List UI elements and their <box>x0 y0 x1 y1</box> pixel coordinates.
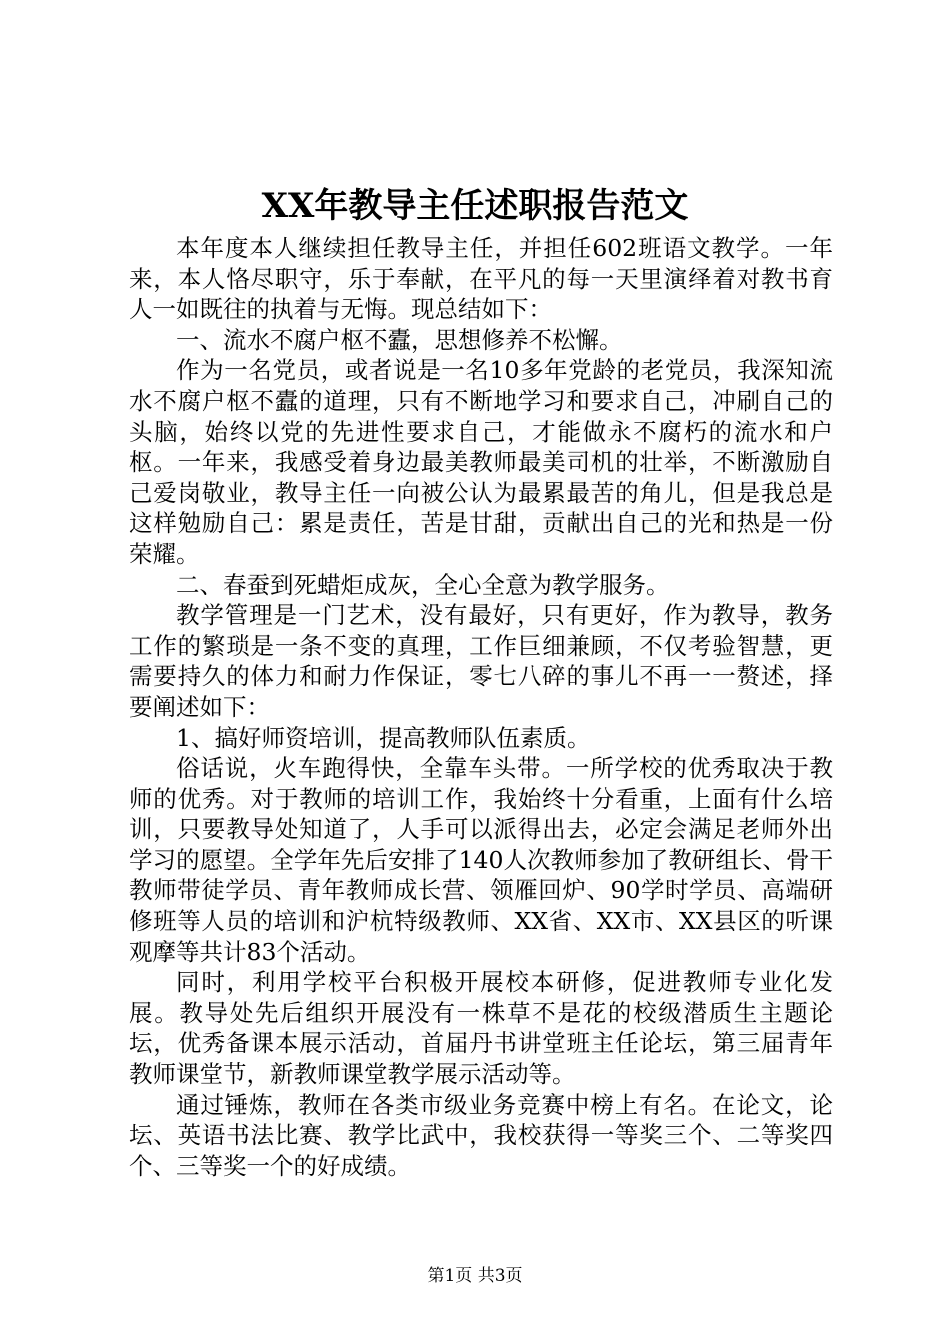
section-heading: 一、流水不腐户枢不蠹，思想修养不松懈。 <box>176 325 623 354</box>
paragraph: 本年度本人继续担任教导主任，并担任602班语文教学。一年来，本人恪尽职守，乐于奉献，在平凡的每一天里演绎着对教书育人一如既往的执着与无悔。现总结如下： <box>129 234 833 324</box>
subsection-heading: 1、搞好师资培训，提高教师队伍素质。 <box>176 723 591 752</box>
section-heading: 二、春蚕到死蜡炬成灰，全心全意为教学服务。 <box>176 570 670 599</box>
paragraph: 教学管理是一门艺术，没有最好，只有更好，作为教导，教务工作的繁琐是一条不变的真理，工作巨细兼顾，不仅考验智慧，更需要持久的体力和耐力作保证，零七八碎的事儿不再一一赘述，择要阐述如下： <box>129 601 833 721</box>
paragraph: 俗话说，火车跑得快，全靠车头带。一所学校的优秀取决于教师的优秀。对于教师的培训工作，我始终十分看重，上面有什么培训，只要教导处知道了，人手可以派得出去，必定会满足老师外出学习的愿望。全学年先后安排了140人次教师参加了教研组长、骨干教师带徒学员、青年教师成长营、领雁回炉、90学时学员、高端研修班等人员的培训和沪杭特级教师、XX省、XX市、XX县区的听课观摩等共计83个活动。 <box>129 754 833 966</box>
paragraph: 作为一名党员，或者说是一名10多年党龄的老党员，我深知流水不腐户枢不蠹的道理，只有不断地学习和要求自己，冲刷自己的头脑，始终以党的先进性要求自己，才能做永不腐朽的流水和户枢。一年来，我感受着身边最美教师最美司机的壮举，不断激励自己爱岗敬业，教导主任一向被公认为最累最苦的角儿，但是我总是这样勉励自己：累是责任，苦是甘甜，贡献出自己的光和热是一份荣耀。 <box>129 356 833 568</box>
document-title: XX年教导主任述职报告范文 <box>261 186 689 226</box>
page-footer: 第1页 共3页 <box>427 1266 523 1286</box>
document-body <box>129 233 833 1181</box>
paragraph: 通过锤炼，教师在各类市级业务竞赛中榜上有名。在论文，论坛、英语书法比赛、教学比武中，我校获得一等奖三个、二等奖四个、三等奖一个的好成绩。 <box>129 1090 833 1180</box>
paragraph: 同时，利用学校平台积极开展校本研修，促进教师专业化发展。教导处先后组织开展没有一株草不是花的校级潜质生主题论坛，优秀备课本展示活动，首届丹书讲堂班主任论坛，第三届青年教师课堂节，新教师课堂教学展示活动等。 <box>129 968 833 1089</box>
